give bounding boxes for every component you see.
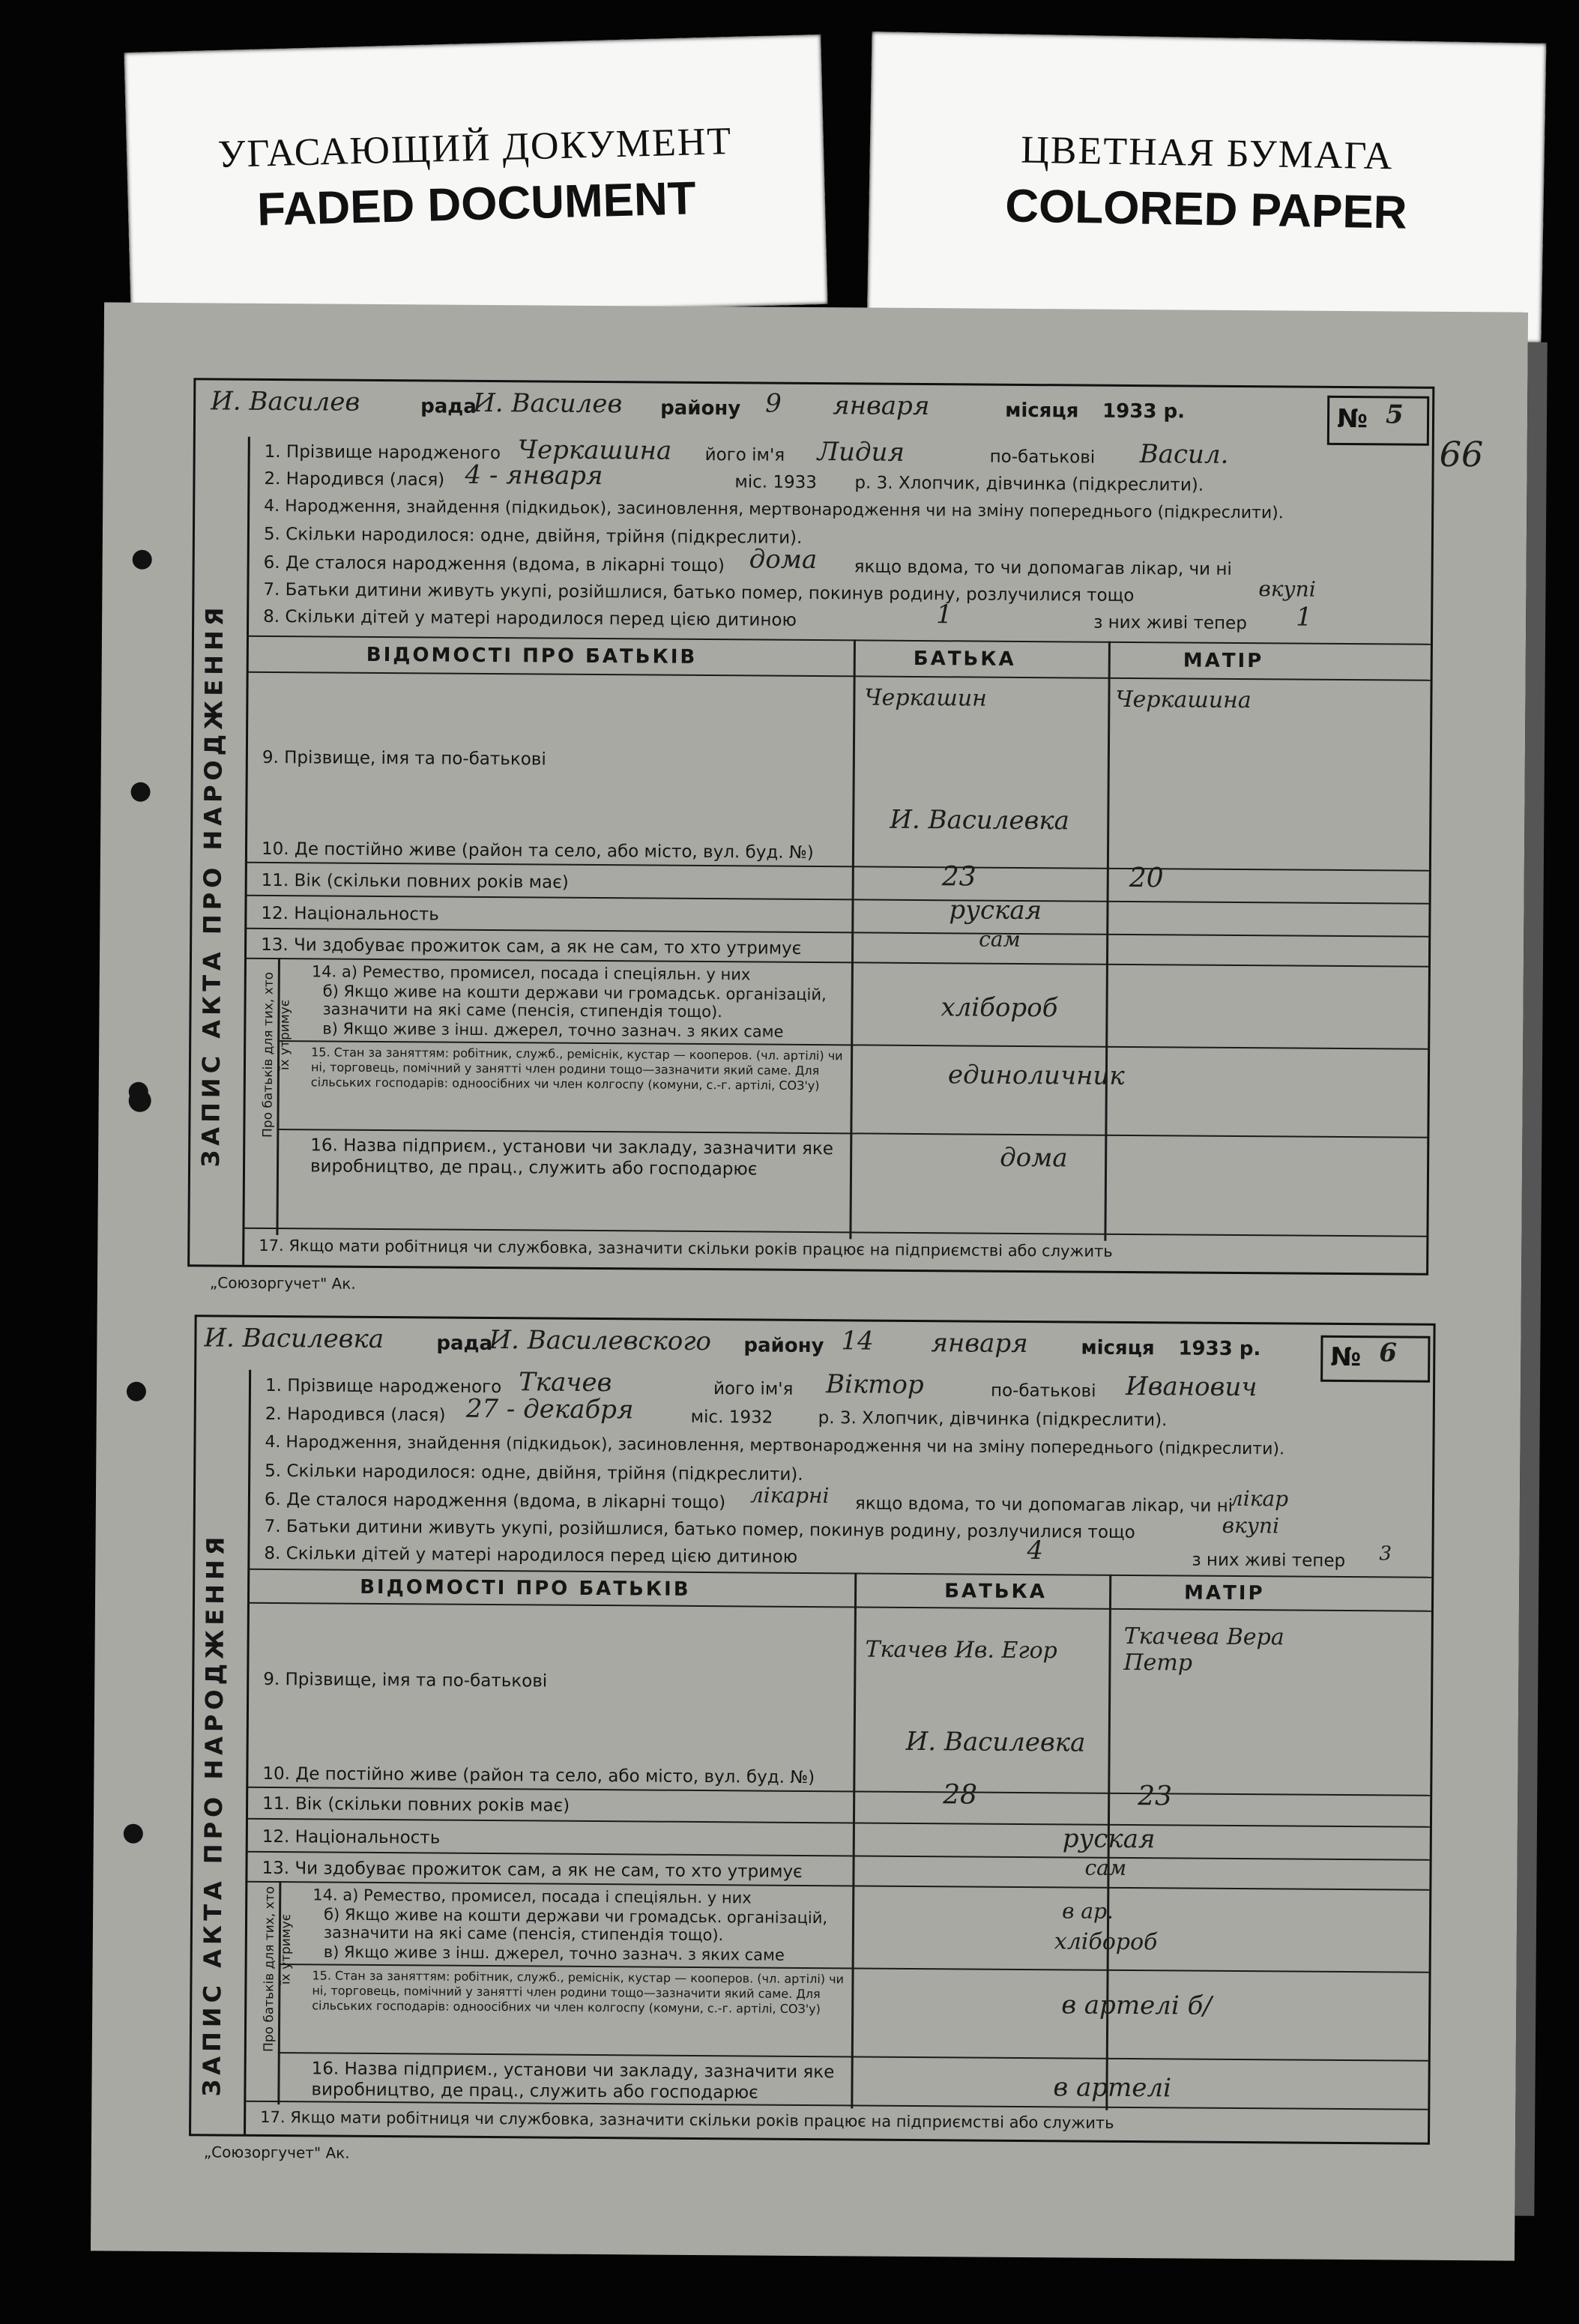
row-4-label: 4. Народження, знайдення (підкидьок), засиновлення, мертвонародження чи на зміну попереднього (підкреслити). [265, 1432, 1285, 1459]
row-12-label: 12. Національность [261, 903, 439, 925]
row-8b-label: з них живі тепер [1192, 1550, 1346, 1572]
row-1c-hand: Васил. [1139, 439, 1229, 470]
row-2b-label: міс. 1932 [690, 1407, 773, 1428]
row-8b-hand: 1 [1296, 602, 1312, 633]
row-5-label: 5. Скільки народилося: одне, двійня, трійня (підкреслити). [265, 1461, 803, 1485]
row-3-label: р. 3. Хлопчик, дівчинка (підкреслити). [854, 473, 1204, 495]
side-label-small-1: Про батьків для тих, хто [260, 971, 277, 1138]
side-label-small-1: Про батьків для тих, хто [261, 1886, 278, 2053]
father-column-divider [849, 639, 856, 1239]
punch-hole [129, 1090, 151, 1112]
paper-edge [1515, 342, 1547, 2216]
row-2b-label: міс. 1933 [734, 472, 818, 493]
council-hand: И. Василевка [204, 1323, 384, 1355]
punch-hole [124, 1824, 143, 1844]
row-10-label: 10. Де постійно живе (район та село, або місто, вул. буд. №) [262, 1763, 815, 1788]
row-1-label: 1. Прізвище народженого [265, 1375, 502, 1398]
faded-document-card [124, 34, 827, 322]
row-1c-label: по-батькові [989, 447, 1096, 468]
status-hand: единоличник [947, 1060, 1125, 1091]
record-number-box [1320, 1335, 1430, 1383]
row-1c-hand: Иванович [1125, 1371, 1258, 1403]
record-number-hand: 5 [1385, 399, 1404, 430]
row-3-label: р. 3. Хлопчик, дівчинка (підкреслити). [818, 1408, 1168, 1431]
row-16-label: 16. Назва підприєм., установи чи закладу, зазначити яке виробництво, де прац., служить або господарює [310, 1135, 834, 1180]
row-17-label: 17. Якщо мати робітниця чи службовка, зазначити скільки років працює на підприємстві або служить [260, 2107, 1114, 2132]
rayonu-label: району [743, 1334, 824, 1358]
rada-label: рада [436, 1332, 493, 1356]
mother-column-divider [1104, 642, 1111, 1241]
form-1-footer: „Союзоргучет" Ак. [209, 1273, 356, 1293]
row-6-label: 6. Де сталося народження (вдома, в лікарні тощо) [263, 552, 725, 576]
row-1b-hand: Віктор [825, 1369, 924, 1401]
nationality-hand: руская [1062, 1823, 1156, 1855]
inner-border [242, 437, 250, 1265]
father-name-hand: Ткачев Ив. Егор [865, 1636, 1057, 1664]
row-14c-label: в) Якщо живе з інш. джерел, точно зазнач. з яких саме [323, 1943, 785, 1964]
row-1-hand: Черкашина [517, 435, 672, 466]
row-8-label: 8. Скільки дітей у матері народилося перед цією дитиною [264, 1543, 798, 1567]
faded-document-ru: УГАСАЮЩИЙ ДОКУМЕНТ [217, 120, 733, 176]
row-1-label: 1. Прізвище народженого [264, 441, 501, 464]
margin-note-hand: 66 [1439, 433, 1484, 475]
row-10-label: 10. Де постійно живе (район та село, або місто, вул. буд. №) [261, 839, 814, 863]
mother-name-hand: Ткачева Вера Петр [1123, 1623, 1284, 1676]
district-hand: И. Василевского [489, 1325, 712, 1357]
side-label: ЗАПИС АКТА ПРО НАРОДЖЕННЯ [196, 603, 229, 1168]
row-13-label: 13. Чи здобуває прожиток сам, а як не сам, то хто утримує [261, 935, 802, 959]
side-label-small-2: їх утримує [277, 999, 293, 1071]
support-hand: сам [1084, 1855, 1127, 1880]
row-6b-label: якщо вдома, то чи допомагав лікар, чи ні [854, 557, 1232, 579]
row-8-hand: 1 [936, 600, 952, 630]
row-7-label: 7. Батьки дитини живуть укупі, розійшлися, батько помер, покинув родину, розлучилися тощо [264, 1516, 1135, 1543]
day-hand: 9 [765, 388, 782, 419]
row-14a-label: 14. а) Ремество, промисел, посада і спеціяльн. у них [311, 962, 751, 984]
row-6b-label: якщо вдома, то чи допомагав лікар, чи ні [854, 1494, 1234, 1516]
row-7-hand: вкупі [1258, 576, 1316, 602]
misyatsya-label: місяця [1081, 1336, 1155, 1360]
colored-paper-en: COLORED PAPER [1004, 180, 1408, 239]
row-15-label: 15. Стан за заняттям: робітник, служб., реміснік, кустар — кооперов. (чл. артілі) чи ні, торговець, помічний у занятті член родини тощо—зазначити який саме. Для сільських господарів: одноосібних чи член колгоспу (комуни, с.-г. артілі, СОЗ'у) [312, 1968, 845, 2017]
row-2-hand: 27 - декабря [465, 1393, 634, 1425]
father-residence-hand: И. Василевка [905, 1726, 1086, 1758]
workplace-hand: дома [1000, 1142, 1068, 1174]
punch-hole [127, 1382, 146, 1401]
row-1b-label: його ім'я [713, 1379, 794, 1399]
birth-record-form-2 [189, 1315, 1436, 2145]
row-8b-label: з них живі тепер [1093, 612, 1247, 634]
row-6-label: 6. Де сталося народження (вдома, в лікарні тощо) [264, 1489, 726, 1513]
row-10-line [245, 862, 1429, 872]
trade-hand: в ар. [1062, 1898, 1114, 1924]
row-2-label: 2. Народився (лася) [265, 1404, 446, 1425]
father-age-hand: 23 [941, 861, 976, 893]
row-15-label: 15. Стан за заняттям: робітник, служб., реміснік, кустар — кооперов. (чл. артілі) чи ні, торговець, помічний у занятті член родини тощо—зазначити який саме. Для сільських господарів: одноосібних чи член колгоспу (комуни, с.-г. артілі, СОЗ'у) [310, 1045, 843, 1093]
mother-name-hand: Черкашина [1115, 686, 1252, 714]
row-1-hand: Ткачев [518, 1367, 612, 1398]
number-sign: № [1336, 403, 1368, 435]
row-6b-hand: лікар [1229, 1485, 1289, 1512]
workplace-hand: в артелі [1053, 2072, 1172, 2104]
row-1b-hand: Лидия [817, 437, 905, 468]
row-4-label: 4. Народження, знайдення (підкидьок), засиновлення, мертвонародження чи на зміну попереднього (підкреслити). [264, 496, 1284, 523]
rada-label: рада [420, 395, 477, 418]
row-12-label: 12. Національность [262, 1826, 441, 1848]
punch-hole [130, 782, 150, 802]
row-16-label: 16. Назва підприєм., установи чи закладу, зазначити яке виробництво, де прац., служить або господарює [311, 2059, 835, 2103]
table-head-mother: МАТІР [1184, 1581, 1265, 1605]
record-number-box [1327, 396, 1429, 446]
district-hand: И. Василев [473, 387, 623, 420]
row-11-label: 11. Вік (скільки повних років має) [261, 870, 569, 893]
month-hand: января [931, 1328, 1028, 1359]
form-2-footer: „Союзоргучет" Ак. [203, 2143, 350, 2162]
row-16-line [242, 1228, 1426, 1237]
row-7-hand: вкупі [1222, 1512, 1280, 1539]
number-sign: № [1330, 1341, 1362, 1373]
table-head-line [247, 671, 1431, 681]
paper-sheet [91, 302, 1528, 2260]
row-2-hand: 4 - января [465, 459, 603, 492]
row-5-label: 5. Скільки народилося: одне, двійня, трійня (підкреслити). [263, 524, 803, 548]
nationality-hand: руская [949, 895, 1042, 926]
row-9-label: 9. Прізвище, імя та по-батькові [262, 747, 546, 770]
side-label: ЗАПИС АКТА ПРО НАРОДЖЕННЯ [197, 1532, 230, 2097]
colored-paper-ru: ЦВЕТНАЯ БУМАГА [1020, 128, 1394, 178]
rayonu-label: району [660, 396, 741, 420]
row-14a-label: 14. а) Ремество, промисел, посада і спеціяльн. у них [313, 1886, 752, 1907]
father-age-hand: 28 [943, 1779, 978, 1811]
month-hand: января [833, 390, 930, 422]
day-hand: 14 [841, 1326, 874, 1356]
occupation-hand: хлібороб [941, 992, 1058, 1024]
row-8b-hand: 3 [1379, 1542, 1392, 1566]
mother-age-hand: 23 [1138, 1781, 1173, 1812]
row-11-line [245, 895, 1429, 905]
council-hand: И. Василев [211, 386, 360, 417]
row-14b-label: б) Якщо живе на кошти держави чи громадськ. організацій, зазначити на які саме (пенсія, стипендія тощо). [322, 982, 827, 1021]
father-column-divider [851, 1572, 857, 2108]
row-8-label: 8. Скільки дітей у матері народилося перед цією дитиною [263, 606, 797, 630]
status-hand: в артелі б/ [1061, 1990, 1212, 2021]
row-2-label: 2. Народився (лася) [264, 468, 445, 490]
table-head-info: ВІДОМОСТІ ПРО БАТЬКІВ [360, 1575, 691, 1601]
row-11-line [246, 1818, 1430, 1828]
inner-border [244, 1370, 251, 2134]
table-head-mother: МАТІР [1183, 649, 1264, 673]
mother-age-hand: 20 [1129, 862, 1164, 894]
occupation-hand: хлібороб [1054, 1928, 1158, 1956]
father-name-hand: Черкашин [864, 684, 988, 712]
table-head-father: БАТЬКА [913, 647, 1016, 671]
father-residence-hand: И. Василевка [890, 804, 1070, 836]
row-6-hand: дома [749, 544, 818, 576]
table-head-father: БАТЬКА [944, 1580, 1048, 1604]
faded-document-en: FADED DOCUMENT [256, 172, 697, 236]
row-1b-label: його ім'я [704, 445, 785, 465]
birth-record-form-1 [187, 378, 1484, 1276]
row-9-label: 9. Прізвище, імя та по-батькові [263, 1669, 548, 1691]
punch-hole [133, 550, 152, 570]
colored-paper-card [867, 31, 1547, 343]
support-hand: сам [979, 926, 1021, 952]
record-number-hand: 6 [1379, 1338, 1398, 1368]
row-7-label: 7. Батьки дитини живуть укупі, розійшлися, батько помер, покинув родину, розлучилися тощо [263, 579, 1135, 606]
misyatsya-label: місяця [1005, 399, 1079, 423]
year-label: 1933 р. [1102, 399, 1186, 423]
row-8-hand: 4 [1027, 1536, 1044, 1566]
side-label-small-2: їх утримує [278, 1913, 295, 1985]
row-11-label: 11. Вік (скільки повних років має) [262, 1793, 570, 1816]
row-14b-label: б) Якщо живе на кошти держави чи громадськ. організацій, зазначити на які саме (пенсія, стипендія тощо). [323, 1905, 828, 1945]
row-6-hand: лікарні [749, 1482, 830, 1509]
row-17-label: 17. Якщо мати робітниця чи службовка, зазначити скільки років працює на підприємстві або служить [259, 1236, 1113, 1261]
row-13-label: 13. Чи здобуває прожиток сам, а як не сам, то хто утримує [262, 1858, 803, 1882]
row-1c-label: по-батькові [990, 1380, 1096, 1401]
table-head-info: ВІДОМОСТІ ПРО БАТЬКІВ [366, 643, 698, 668]
row-14c-label: в) Якщо живе з інш. джерел, точно зазнач. з яких саме [322, 1019, 784, 1041]
year-label: 1933 р. [1178, 1337, 1261, 1361]
